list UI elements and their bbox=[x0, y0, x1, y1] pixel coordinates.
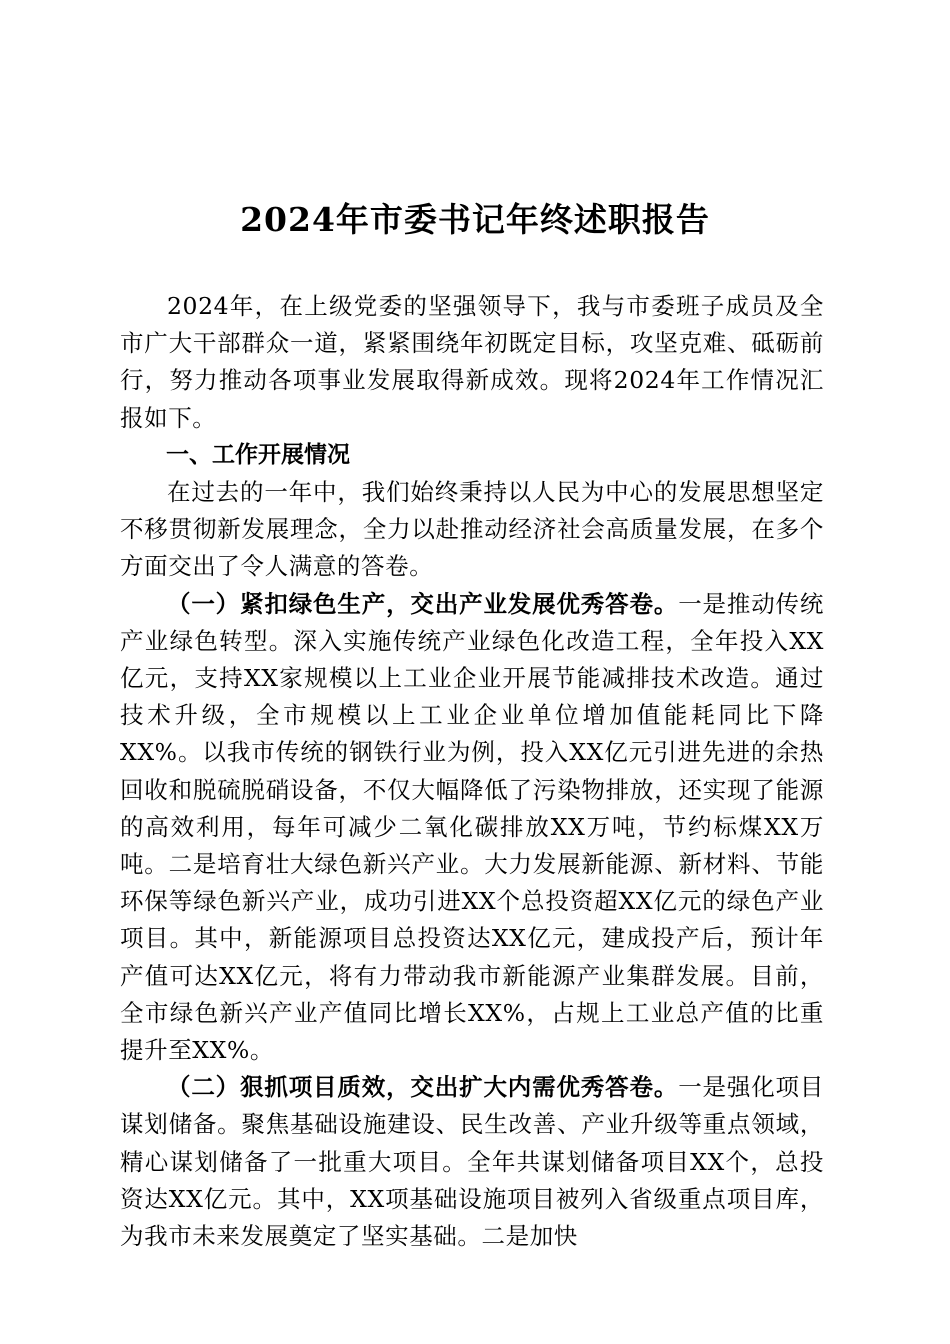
subsection-1-paragraph bbox=[120, 586, 824, 1070]
document-title: 2024年市委书记年终述职报告 bbox=[240, 200, 710, 239]
subsection-2-heading: （二）狠抓项目质效，交出扩大内需优秀答卷。 bbox=[167, 1073, 679, 1102]
subsection-1-heading: （一）紧扣绿色生产，交出产业发展优秀答卷。 bbox=[167, 589, 679, 618]
section-heading: 一、工作开展情况 bbox=[166, 441, 350, 468]
document-body bbox=[120, 288, 824, 1255]
subsection-1-body: 一是推动传统产业绿色转型。深入实施传统产业绿色化改造工程，全年投入XX亿元，支持XX家规模以上工业企业开展节能减排技术改造。通过技术升级，全市规模以上工业企业单位增加值能耗同比下降XX%。以我市传统的钢铁行业为例，投入XX亿元引进先进的余热回收和脱硫脱硝设备，不仅大幅降低了污染物排放，还实现了能源的高效利用，每年可减少二氧化碳排放XX万吨，节约标煤XX万吨。二是培育壮大绿色新兴产业。大力发展新能源、新材料、节能环保等绿色新兴产业，成功引进XX个总投资超XX亿元的绿色产业项目。其中，新能源项目总投资达XX亿元，建成投产后，预计年产值可达XX亿元，将有力带动我市新能源产业集群发展。目前，全市绿色新兴产业产值同比增长XX%，占规上工业总产值的比重提升至XX%。 bbox=[120, 589, 824, 1065]
section-intro-paragraph: 在过去的一年中，我们始终秉持以人民为中心的发展思想坚定不移贯彻新发展理念，全力以赴推动经济社会高质量发展，在多个方面交出了令人满意的答卷。 bbox=[120, 478, 824, 581]
subsection-2-paragraph bbox=[120, 1069, 824, 1255]
subsection-2-body: 一是强化项目谋划储备。聚焦基础设施建设、民生改善、产业升级等重点领域，精心谋划储备了一批重大项目。全年共谋划储备项目XX个，总投资达XX亿元。其中，XX项基础设施项目被列入省级重点项目库，为我市未来发展奠定了坚实基础。二是加快 bbox=[120, 1073, 824, 1251]
intro-paragraph: 2024年，在上级党委的坚强领导下，我与市委班子成员及全市广大干部群众一道，紧紧围绕年初既定目标，攻坚克难、砥砺前行，努力推动各项事业发展取得新成效。现将2024年工作情况汇报如下。 bbox=[120, 292, 824, 432]
